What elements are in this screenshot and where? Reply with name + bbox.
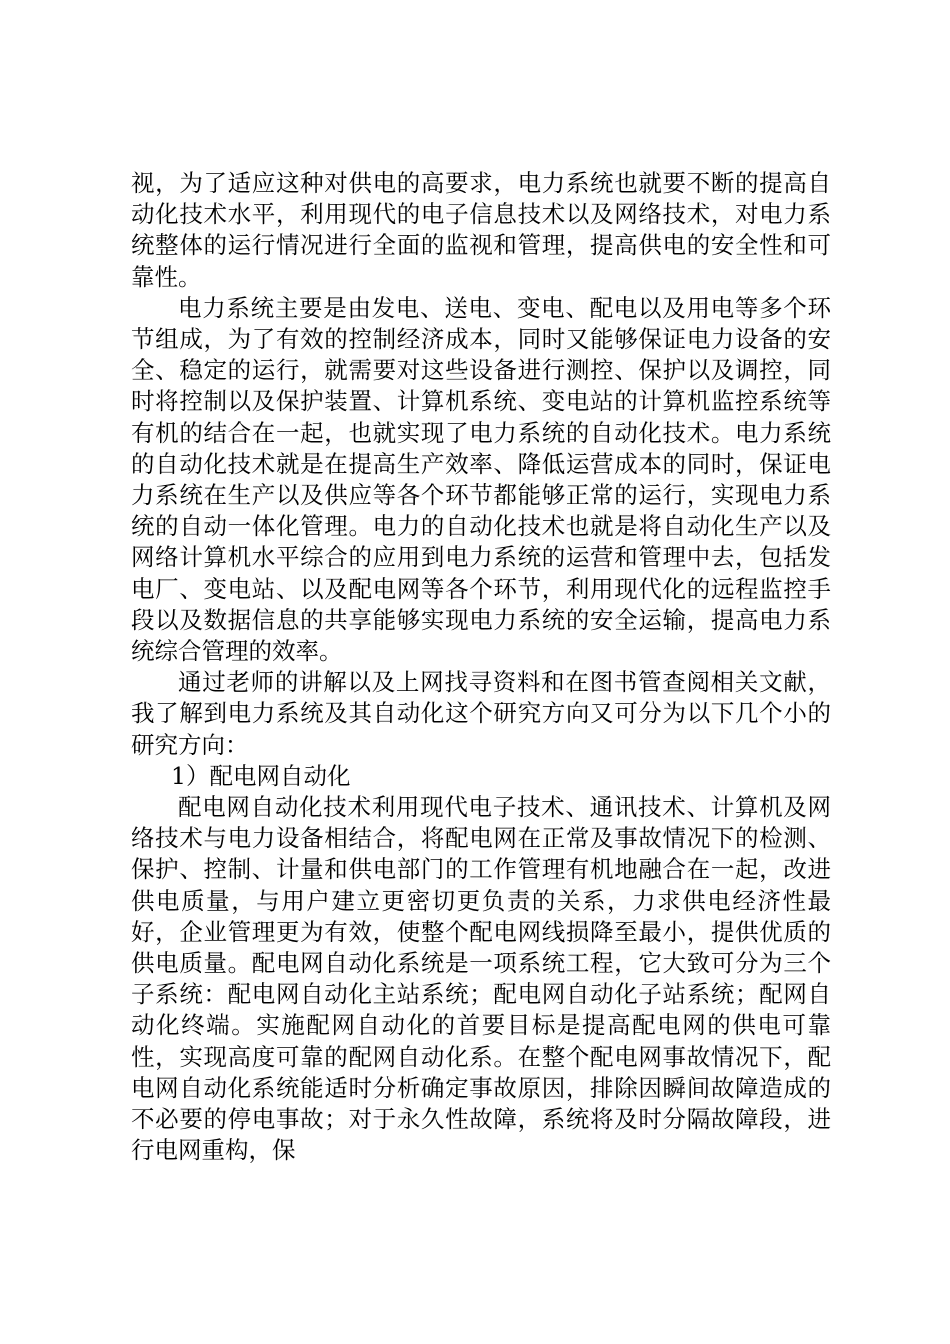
paragraph-distribution-automation: 配电网自动化技术利用现代电子技术、通讯技术、计算机及网络技术与电力设备相结合，将配电网在正常及事故情况下的检测、保护、控制、计量和供电部门的工作管理有机地融合在一起，改进供电质量，与用户建立更密切更负责的关系，力求供电经济性最好，企业管理更为有效，使整个配电网线损降至最小，提供优质的供电质量。配电网自动化系统是一项系统工程，它大致可分为三个子系统：配电网自动化主站系统；配电网自动化子站系统；配网自动化终端。实施配网自动化的首要目标是提高配电网的供电可靠性，实现高度可靠的配网自动化系。在整个配电网事故情况下，配电网自动化系统能适时分析确定事故原因，排除因瞬间故障造成的不必要的停电事故；对于永久性故障，系统将及时分隔故障段，进行电网重构，保 [131,793,831,1165]
paragraph-continuation: 视，为了适应这种对供电的高要求，电力系统也就要不断的提高自动化技术水平，利用现代的电子信息技术以及网络技术，对电力系统整体的运行情况进行全面的监视和管理，提高供电的安全性和可靠性。 [131,169,831,291]
document-page [131,168,831,1167]
section-heading-distribution-automation: 1）配电网自动化 [171,761,351,790]
paragraph-research-directions: 通过老师的讲解以及上网找寻资料和在图书管查阅相关文献，我了解到电力系统及其自动化这个研究方向又可分为以下几个小的研究方向： [131,668,831,759]
paragraph-power-system-composition: 电力系统主要是由发电、送电、变电、配电以及用电等多个环节组成，为了有效的控制经济成本，同时又能够保证电力设备的安全、稳定的运行，就需要对这些设备进行测控、保护以及调控，同时将控制以及保护装置、计算机系统、变电站的计算机监控系统等有机的结合在一起，也就实现了电力系统的自动化技术。电力系统的自动化技术就是在提高生产效率、降低运营成本的同时，保证电力系统在生产以及供应等各个环节都能够正常的运行，实现电力系统的自动一体化管理。电力的自动化技术也就是将自动化生产以及网络计算机水平综合的应用到电力系统的运营和管理中去，包括发电厂、变电站、以及配电网等各个环节，利用现代化的远程监控手段以及数据信息的共享能够实现电力系统的安全运输，提高电力系统综合管理的效率。 [131,293,831,666]
